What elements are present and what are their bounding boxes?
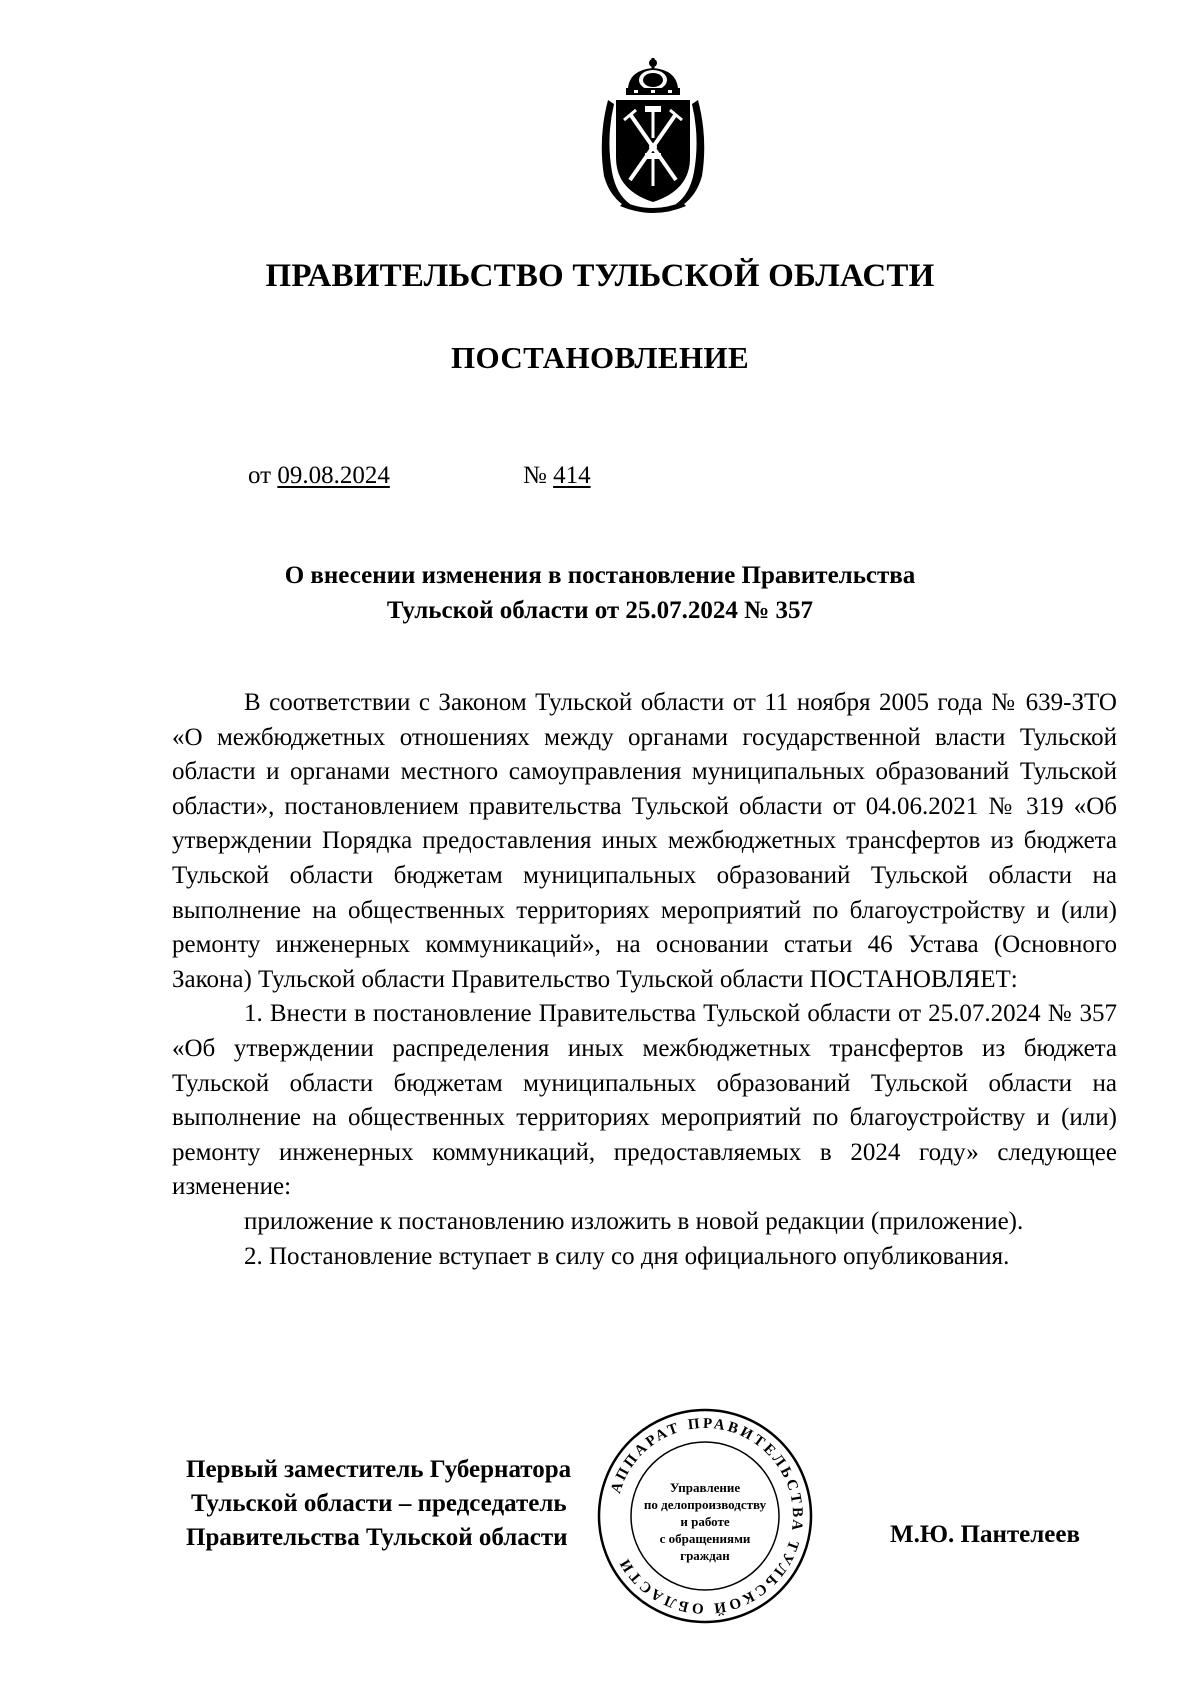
item-1-change-paragraph: приложение к постановлению изложить в новой редакции (приложение).	[244, 1207, 1024, 1235]
preamble-paragraph: В соответствии с Законом Тульской области от 11 ноября 2005 года № 639-ЗТО «О межбюджетных отношениях между органами государственной власти Тульской области и органами местного самоуправления муниципальных образований Тульской области», постановлением правительства Тульской области от 04.06.2021 № 319 «Об утверждении Порядка предоставления иных межбюджетных трансфертов из бюджета Тульской области бюджетам муниципальных образований Тульской области на выполнение на общественных территориях мероприятий по благоустройству и (или) ремонту инженерных коммуникаций», на основании статьи 46 Устава (Основного Закона) Тульской области Правительство Тульской области ПОСТАНОВЛЯЕТ:	[172, 689, 1117, 993]
number-value: 414	[553, 462, 591, 489]
date-prefix: от	[248, 462, 278, 489]
document-body	[172, 686, 1117, 1274]
item-1-paragraph: 1. Внести в постановление Правительства Тульской области от 25.07.2024 № 357 «Об утверждении распределения иных межбюджетных трансфертов из бюджета Тульской области бюджетам муниципальных образований Тульской области на выполнение на общественных территориях мероприятий по благоустройству и (или) ремонту инженерных коммуникаций, предоставляемых в 2024 году» следующее изменение:	[172, 1000, 1117, 1201]
document-type-title: ПОСТАНОВЛЕНИЕ	[450, 340, 750, 375]
stamp-inner-line-5: граждан	[680, 1548, 730, 1563]
signer-name: М.Ю. Пантелеев	[890, 1521, 1080, 1548]
document-number	[523, 462, 591, 490]
stamp-inner-line-4: с обращениями	[659, 1531, 751, 1546]
signer-position-line-3: Правительства Тульской области	[186, 1524, 568, 1551]
item-2-paragraph: 2. Постановление вступает в силу со дня официального опубликования.	[244, 1242, 1010, 1270]
stamp-inner-line-3: и работе	[680, 1514, 730, 1529]
stamp-inner-line-1: Управление	[669, 1480, 741, 1495]
organization-title: ПРАВИТЕЛЬСТВО ТУЛЬСКОЙ ОБЛАСТИ	[265, 258, 935, 294]
subject-line-1: О внесении изменения в постановление Правительства	[284, 562, 916, 589]
official-stamp	[595, 1406, 815, 1626]
stamp-ring-text-path: АППАРАТ ПРАВИТЕЛЬСТВА ТУЛЬСКОЙ ОБЛАСТИ	[608, 1415, 806, 1617]
stamp-inner-line-2: по делопроизводству	[643, 1497, 767, 1512]
document-date	[248, 462, 390, 490]
signer-position-line-1: Первый заместитель Губернатора	[186, 1456, 572, 1483]
signer-position-line-2: Тульской области – председатель	[191, 1490, 567, 1517]
signer-position	[186, 1453, 571, 1555]
tula-coat-of-arms-icon	[590, 58, 716, 220]
date-value: 09.08.2024	[277, 462, 390, 489]
number-prefix: №	[523, 462, 554, 489]
document-subject	[0, 558, 1200, 628]
subject-line-2: Тульской области от 25.07.2024 № 357	[386, 597, 814, 624]
